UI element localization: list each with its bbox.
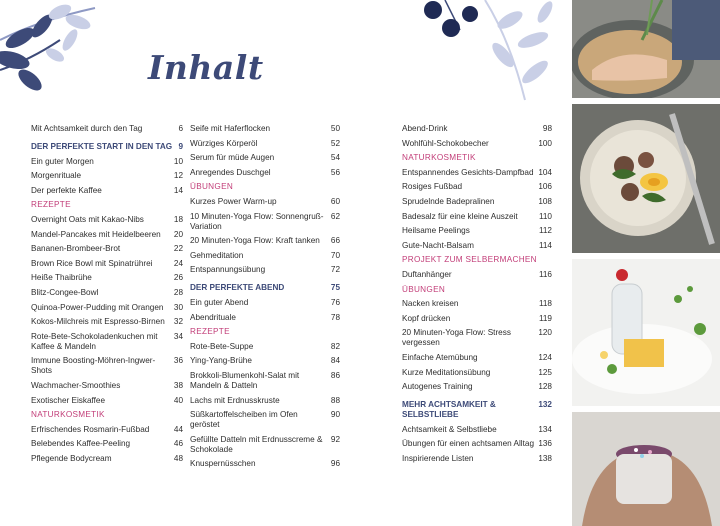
toc-entry-title: Übungen für einen achtsamen Alltag [402, 439, 534, 449]
toc-entry-title: Inspirierende Listen [402, 453, 474, 463]
rice-bowl-photo [572, 104, 720, 253]
toc-entry-title: Rosiges Fußbad [402, 182, 463, 192]
page-number: 34 [173, 331, 183, 341]
toc-entry [402, 182, 552, 192]
chapter-title: DER PERFEKTE ABEND [190, 283, 285, 293]
toc-entry [190, 153, 340, 163]
page-number: 40 [173, 395, 183, 405]
toc-entry-title: Ein guter Morgen [31, 156, 94, 166]
toc-entry-title: Mandel-Pancakes mit Heidelbeeren [31, 229, 161, 239]
toc-entry [190, 265, 340, 275]
page-title: Inhalt [148, 48, 264, 87]
toc-entry-title: Kurzes Power Warm-up [190, 196, 277, 206]
page-number: 22 [173, 244, 183, 254]
toc-entry [190, 168, 340, 178]
toc-entry [31, 332, 183, 352]
toc-entry-title: 20 Minuten-Yoga Flow: Stress vergessen [402, 328, 511, 348]
page-number: 82 [330, 341, 340, 351]
toc-entry-title: Einfache Atemübung [402, 352, 478, 362]
toc-entry-title: Heiße Thaibrühe [31, 273, 92, 283]
toc-entry-title: Kokos-Milchreis mit Espresso-Birnen [31, 317, 165, 327]
leaf-decoration-top-left [0, 0, 110, 110]
toc-entry [402, 439, 552, 449]
toc-entry [31, 425, 183, 435]
page-number: 10 [173, 156, 183, 166]
page-number: 14 [173, 185, 183, 195]
page-number: 84 [330, 356, 340, 366]
toc-entry [31, 230, 183, 240]
toc-entry-title: Entspannendes Gesichts-Dampfbad [402, 167, 534, 177]
toc-entry [402, 314, 552, 324]
page-number: 86 [330, 370, 340, 380]
page-number: 90 [330, 410, 340, 420]
page-number: 76 [330, 297, 340, 307]
page-number: 75 [330, 283, 340, 293]
toc-entry-title: Gute-Nacht-Balsam [402, 240, 474, 250]
toc-entry-title: Ying-Yang-Brühe [190, 356, 252, 366]
toc-entry [190, 356, 340, 366]
toc-column-1 [31, 124, 183, 468]
toc-entry [190, 459, 340, 469]
page-number: 125 [538, 367, 552, 377]
toc-entry [190, 124, 340, 134]
page-number: 26 [173, 273, 183, 283]
toc-entry [402, 328, 552, 348]
toc-entry-title: Wachmacher-Smoothies [31, 380, 121, 390]
foot-bath-photo [572, 0, 720, 98]
page-number: 18 [173, 214, 183, 224]
toc-entry-title: Abend-Drink [402, 124, 448, 133]
page-number: 24 [173, 258, 183, 268]
section-heading: REZEPTE [190, 327, 230, 337]
page-number: 38 [173, 380, 183, 390]
page-number: 138 [538, 453, 552, 463]
toc-entry-title: Badesalz für eine kleine Auszeit [402, 211, 518, 221]
cream-jar-photo [572, 259, 720, 406]
toc-entry-title: Blitz-Congee-Bowl [31, 287, 99, 297]
hot-chocolate-mug-photo [572, 412, 720, 526]
toc-entry-title: Brokkoli-Blumenkohl-Salat mit Mandeln & Datteln [190, 370, 300, 390]
toc-entry [190, 435, 340, 455]
toc-entry [31, 454, 183, 464]
toc-column-3 [402, 124, 552, 468]
page-number: 72 [330, 265, 340, 275]
page-number: 54 [330, 153, 340, 163]
chapter-title: DER PERFEKTE START IN DEN TAG [31, 142, 173, 151]
toc-entry [402, 368, 552, 378]
page-number: 60 [330, 196, 340, 206]
page-number: 106 [538, 182, 552, 192]
toc-entry-title: Belebendes Kaffee-Peeling [31, 439, 131, 449]
page-number: 132 [538, 400, 552, 410]
chapter-title: MEHR ACHTSAMKEIT & SELBSTLIEBE [402, 400, 496, 420]
toc-entry-title: 20 Minuten-Yoga Flow: Kraft tanken [190, 236, 320, 246]
toc-entry-title: Exotischer Eiskaffee [31, 395, 106, 405]
toc-entry-title: Seife mit Haferflocken [190, 124, 271, 133]
toc-entry-title: Wohlfühl-Schokobecher [402, 138, 489, 148]
toc-entry [402, 270, 552, 280]
toc-entry [190, 212, 340, 232]
page-number: 96 [330, 459, 340, 469]
toc-entry-title: Brown Rice Bowl mit Spinatrührei [31, 258, 153, 268]
page-number: 136 [538, 439, 552, 449]
page-number: 20 [173, 229, 183, 239]
toc-entry-title: Gefüllte Datteln mit Erdnusscreme & Schokolade [190, 434, 323, 454]
toc-entry-title: Overnight Oats mit Kakao-Nibs [31, 214, 144, 224]
page-number: 92 [330, 434, 340, 444]
toc-entry [31, 259, 183, 269]
toc-entry-title: Achtsamkeit & Selbstliebe [402, 424, 497, 434]
toc-entry-title: Heilsame Peelings [402, 226, 470, 236]
toc-entry [402, 299, 552, 309]
toc-entry-title: Entspannungsübung [190, 265, 266, 275]
toc-entry-title: Knuspernüsschen [190, 459, 256, 469]
page-number: 119 [538, 313, 552, 323]
toc-entry [190, 313, 340, 323]
toc-entry-title: Sprudelnde Badepralinen [402, 196, 495, 206]
berry-decoration-top [415, 0, 565, 105]
toc-entry [402, 212, 552, 222]
toc-entry [402, 382, 552, 392]
page-number: 36 [173, 356, 183, 366]
toc-entry [31, 381, 183, 391]
page-number: 104 [538, 167, 552, 177]
page-number: 100 [538, 138, 552, 148]
toc-entry-title: Morgenrituale [31, 171, 82, 181]
toc-entry [31, 303, 183, 313]
page-number: 110 [538, 211, 552, 221]
toc-entry [402, 124, 552, 134]
page-number: 118 [538, 299, 552, 309]
page-number: 112 [538, 226, 552, 236]
toc-entry [31, 273, 183, 283]
page-number: 134 [538, 424, 552, 434]
page-number: 66 [330, 236, 340, 246]
page-number: 6 [178, 124, 183, 133]
toc-entry [190, 371, 340, 391]
toc-entry-title: Würziges Körperöl [190, 138, 258, 148]
page-number: 88 [330, 395, 340, 405]
toc-entry-title: Abendrituale [190, 312, 236, 322]
section-heading: NATURKOSMETIK [31, 410, 105, 420]
toc-entry [402, 168, 552, 178]
toc-entry [190, 396, 340, 406]
toc-entry [190, 251, 340, 261]
chapter-heading [402, 400, 552, 420]
toc-entry-title: Ein guter Abend [190, 297, 249, 307]
page-number: 116 [538, 269, 552, 279]
toc-entry [31, 244, 183, 254]
page-number: 50 [330, 124, 340, 133]
toc-entry-title: Rote-Bete-Suppe [190, 341, 254, 351]
page-number: 30 [173, 302, 183, 312]
toc-entry [190, 410, 340, 430]
toc-entry-title: Rote-Bete-Schokoladenkuchen mit Kaffee & Mandeln [31, 331, 158, 351]
toc-entry-title: Pflegende Bodycream [31, 453, 112, 463]
toc-entry [31, 396, 183, 406]
toc-entry [31, 171, 183, 181]
toc-entry-title: Erfrischendes Rosmarin-Fußbad [31, 424, 150, 434]
section-heading: PROJEKT ZUM SELBERMACHEN [402, 255, 537, 265]
toc-entry-title: Gehmeditation [190, 250, 244, 260]
page-number: 52 [330, 138, 340, 148]
toc-column-2 [190, 124, 340, 474]
page-number: 70 [330, 250, 340, 260]
toc-entry [190, 197, 340, 207]
toc-entry-title: Lachs mit Erdnusskruste [190, 395, 280, 405]
toc-entry-title: Duftanhänger [402, 269, 452, 279]
page-number: 9 [178, 142, 183, 151]
page-number: 120 [538, 328, 552, 338]
page-number: 62 [330, 211, 340, 221]
toc-entry [402, 197, 552, 207]
toc-entry-title: Nacken kreisen [402, 299, 459, 309]
toc-entry-title: Mit Achtsamkeit durch den Tag [31, 124, 143, 133]
toc-entry [31, 124, 183, 134]
toc-entry [31, 439, 183, 449]
toc-entry [31, 215, 183, 225]
toc-entry [402, 454, 552, 464]
toc-entry [190, 139, 340, 149]
toc-entry [402, 353, 552, 363]
toc-entry [190, 236, 340, 246]
section-heading: ÜBUNGEN [402, 284, 446, 294]
section-heading: REZEPTE [31, 200, 71, 210]
toc-entry-title: Bananen-Brombeer-Brot [31, 244, 121, 254]
toc-entry-title: Quinoa-Power-Pudding mit Orangen [31, 302, 164, 312]
page-number: 124 [538, 352, 552, 362]
page-number: 108 [538, 196, 552, 206]
page-number: 48 [173, 453, 183, 463]
toc-entry [31, 288, 183, 298]
toc-entry-title: Autogenes Training [402, 382, 473, 392]
toc-entry-title: Serum für müde Augen [190, 153, 275, 163]
page-number: 78 [330, 312, 340, 322]
toc-entry-title: Anregendes Duschgel [190, 167, 271, 177]
toc-entry [402, 139, 552, 149]
toc-entry [31, 356, 183, 376]
page-number: 12 [173, 171, 183, 181]
toc-entry-title: Süßkartoffelscheiben im Ofen geröstet [190, 410, 298, 430]
toc-entry-title: Der perfekte Kaffee [31, 185, 102, 195]
toc-entry [190, 342, 340, 352]
page-number: 44 [173, 424, 183, 434]
toc-entry-title: Immune Boosting-Möhren-Ingwer-Shots [31, 356, 156, 376]
page-number: 98 [542, 124, 552, 133]
toc-entry-title: Kopf drücken [402, 313, 451, 323]
toc-entry [190, 298, 340, 308]
page-number: 46 [173, 439, 183, 449]
page-number: 56 [330, 167, 340, 177]
section-heading: NATURKOSMETIK [402, 153, 476, 163]
page-number: 32 [173, 317, 183, 327]
toc-entry-title: Kurze Meditationsübung [402, 367, 491, 377]
page-number: 114 [538, 240, 552, 250]
toc-entry-title: 10 Minuten-Yoga Flow: Sonnengruß-Variation [190, 211, 324, 231]
toc-entry [31, 186, 183, 196]
page-number: 28 [173, 287, 183, 297]
toc-entry [402, 241, 552, 251]
toc-entry [31, 157, 183, 167]
toc-entry [402, 226, 552, 236]
section-heading: ÜBUNGEN [190, 182, 234, 192]
chapter-heading [190, 283, 340, 293]
chapter-heading [31, 142, 183, 152]
page-number: 128 [538, 382, 552, 392]
toc-entry [31, 317, 183, 327]
toc-entry [402, 425, 552, 435]
